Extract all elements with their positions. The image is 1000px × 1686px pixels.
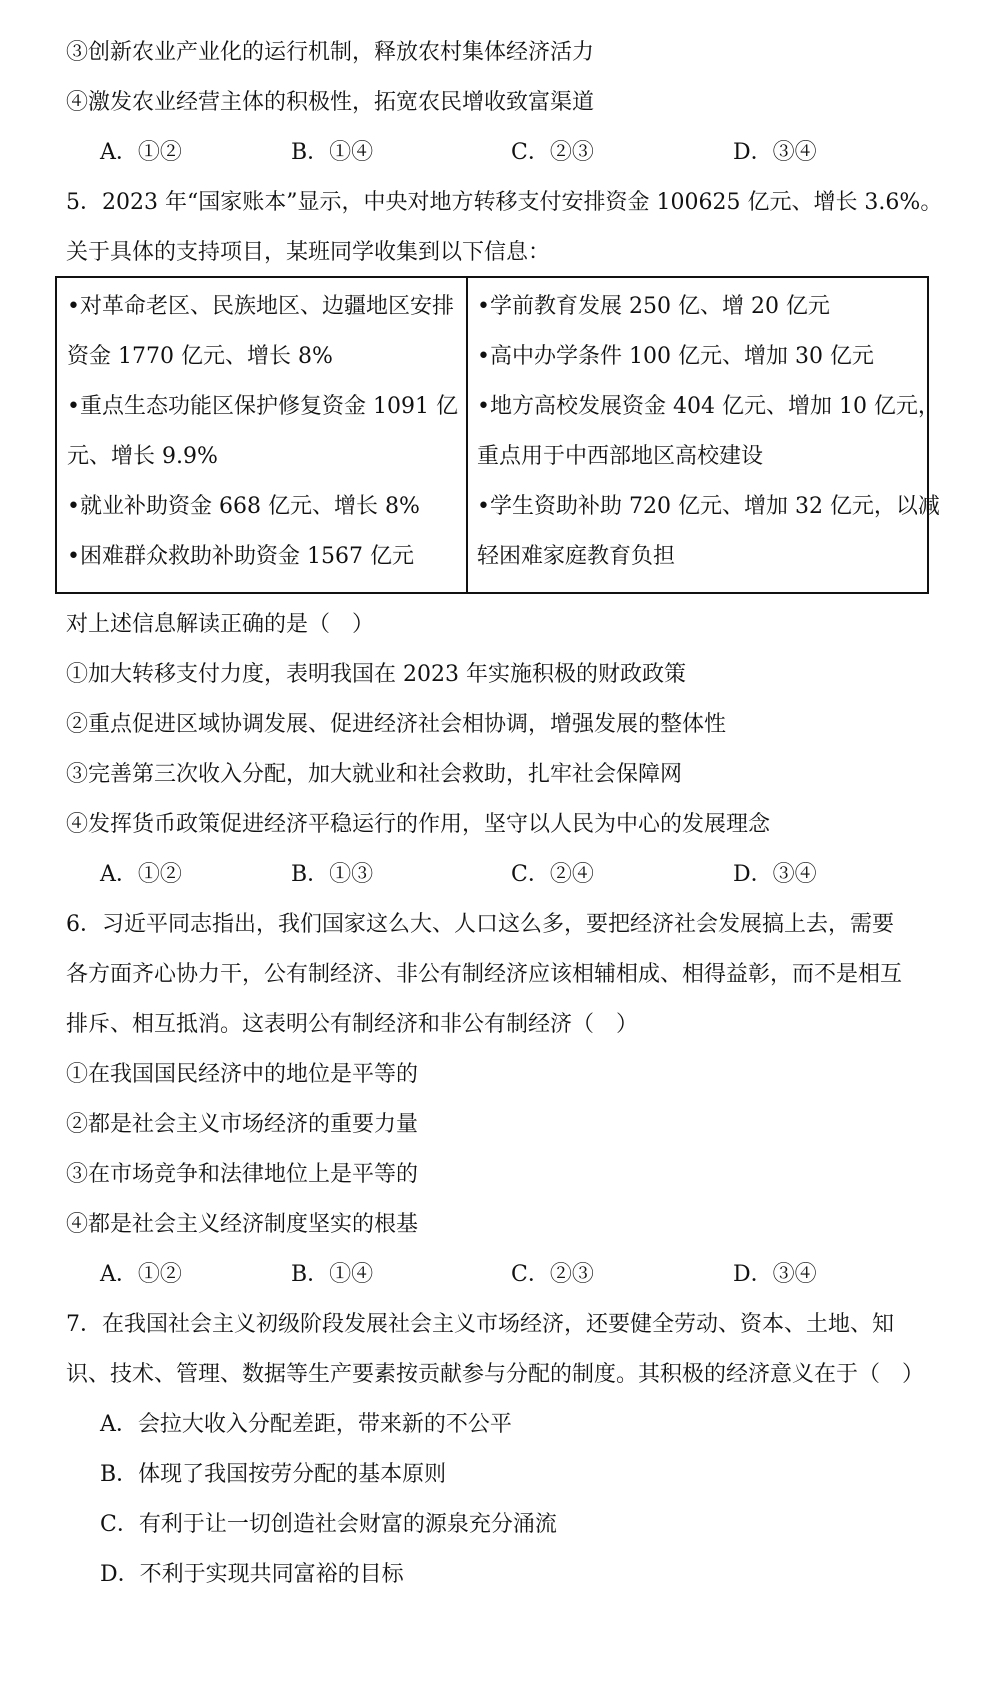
q7-option-b[interactable]: B．体现了我国按劳分配的基本原则 <box>100 1462 447 1487</box>
q5-statement-4: ④发挥货币政策促进经济平稳运行的作用，坚守以人民为中心的发展理念 <box>66 812 771 837</box>
q5-statement-1: ①加大转移支付力度，表明我国在 2023 年实施积极的财政政策 <box>66 662 686 687</box>
table-left-line: 资金 1770 亿元、增长 8% <box>67 344 333 369</box>
q4-options <box>66 138 926 168</box>
q5-option-b[interactable]: B．①③ <box>291 862 374 887</box>
q4-option-a[interactable]: A．①② <box>100 140 182 165</box>
q6-statement-3: ③在市场竞争和法律地位上是平等的 <box>66 1162 419 1187</box>
q4-option-c[interactable]: C．②③ <box>511 140 594 165</box>
q7-option-d[interactable]: D．不利于实现共同富裕的目标 <box>100 1562 404 1587</box>
q4-option-b[interactable]: B．①④ <box>291 140 374 165</box>
table-left-line: •困难群众救助补助资金 1567 亿元 <box>67 544 414 569</box>
q5-option-d[interactable]: D．③④ <box>733 862 817 887</box>
q4-statement-4: ④激发农业经营主体的积极性，拓宽农民增收致富渠道 <box>66 90 595 115</box>
table-left-line: •对革命老区、民族地区、边疆地区安排 <box>67 294 454 319</box>
q5-statement-3: ③完善第三次收入分配，加大就业和社会救助，扎牢社会保障网 <box>66 762 683 787</box>
table-right-line: •学前教育发展 250 亿、增 20 亿元 <box>477 294 830 319</box>
q6-stem-line-1: 6．习近平同志指出，我们国家这么大、人口这么多，要把经济社会发展搞上去，需要 <box>66 912 894 937</box>
q4-statement-3: ③创新农业产业化的运行机制，释放农村集体经济活力 <box>66 40 595 65</box>
table-right-line: 轻困难家庭教育负担 <box>477 544 676 569</box>
q5-option-a[interactable]: A．①② <box>100 862 182 887</box>
q6-option-b[interactable]: B．①④ <box>291 1262 374 1287</box>
q6-statement-1: ①在我国国民经济中的地位是平等的 <box>66 1062 419 1087</box>
q6-statement-4: ④都是社会主义经济制度坚实的根基 <box>66 1212 419 1237</box>
q5-question: 对上述信息解读正确的是（ ） <box>66 612 375 637</box>
table-divider <box>466 278 468 592</box>
q6-options <box>66 1260 926 1290</box>
q7-stem-line-1: 7．在我国社会主义初级阶段发展社会主义市场经济，还要健全劳动、资本、土地、知 <box>66 1312 894 1337</box>
q5-info-table <box>55 276 940 594</box>
table-right-line: 重点用于中西部地区高校建设 <box>477 444 764 469</box>
q5-option-c[interactable]: C．②④ <box>511 862 594 887</box>
q6-stem-line-2: 各方面齐心协力干，公有制经济、非公有制经济应该相辅相成、相得益彰，而不是相互 <box>66 962 903 987</box>
table-left-line: •重点生态功能区保护修复资金 1091 亿 <box>67 394 458 419</box>
q6-option-a[interactable]: A．①② <box>100 1262 182 1287</box>
q6-option-d[interactable]: D．③④ <box>733 1262 817 1287</box>
table-right-line: •学生资助补助 720 亿元、增加 32 亿元，以减 <box>477 494 940 519</box>
q5-statement-2: ②重点促进区域协调发展、促进经济社会相协调，增强发展的整体性 <box>66 712 727 737</box>
table-left-line: •就业补助资金 668 亿元、增长 8% <box>67 494 420 519</box>
q6-statement-2: ②都是社会主义市场经济的重要力量 <box>66 1112 419 1137</box>
q7-option-c[interactable]: C．有利于让一切创造社会财富的源泉充分涌流 <box>100 1512 557 1537</box>
q7-stem-line-2: 识、技术、管理、数据等生产要素按贡献参与分配的制度。其积极的经济意义在于（ ） <box>66 1362 925 1387</box>
table-right-line: •地方高校发展资金 404 亿元、增加 10 亿元， <box>477 394 940 419</box>
table-left-line: 元、增长 9.9% <box>67 444 218 469</box>
q5-options <box>66 860 926 890</box>
q7-option-a[interactable]: A．会拉大收入分配差距，带来新的不公平 <box>100 1412 512 1437</box>
table-right-line: •高中办学条件 100 亿元、增加 30 亿元 <box>477 344 874 369</box>
q6-stem-line-3: 排斥、相互抵消。这表明公有制经济和非公有制经济（ ） <box>66 1012 639 1037</box>
q6-option-c[interactable]: C．②③ <box>511 1262 594 1287</box>
q4-option-d[interactable]: D．③④ <box>733 140 817 165</box>
q5-stem-line-1: 5．2023 年“国家账本”显示，中央对地方转移支付安排资金 100625 亿元、增长 3.6%。 <box>66 190 943 215</box>
q5-stem-line-2: 关于具体的支持项目，某班同学收集到以下信息： <box>66 240 551 265</box>
